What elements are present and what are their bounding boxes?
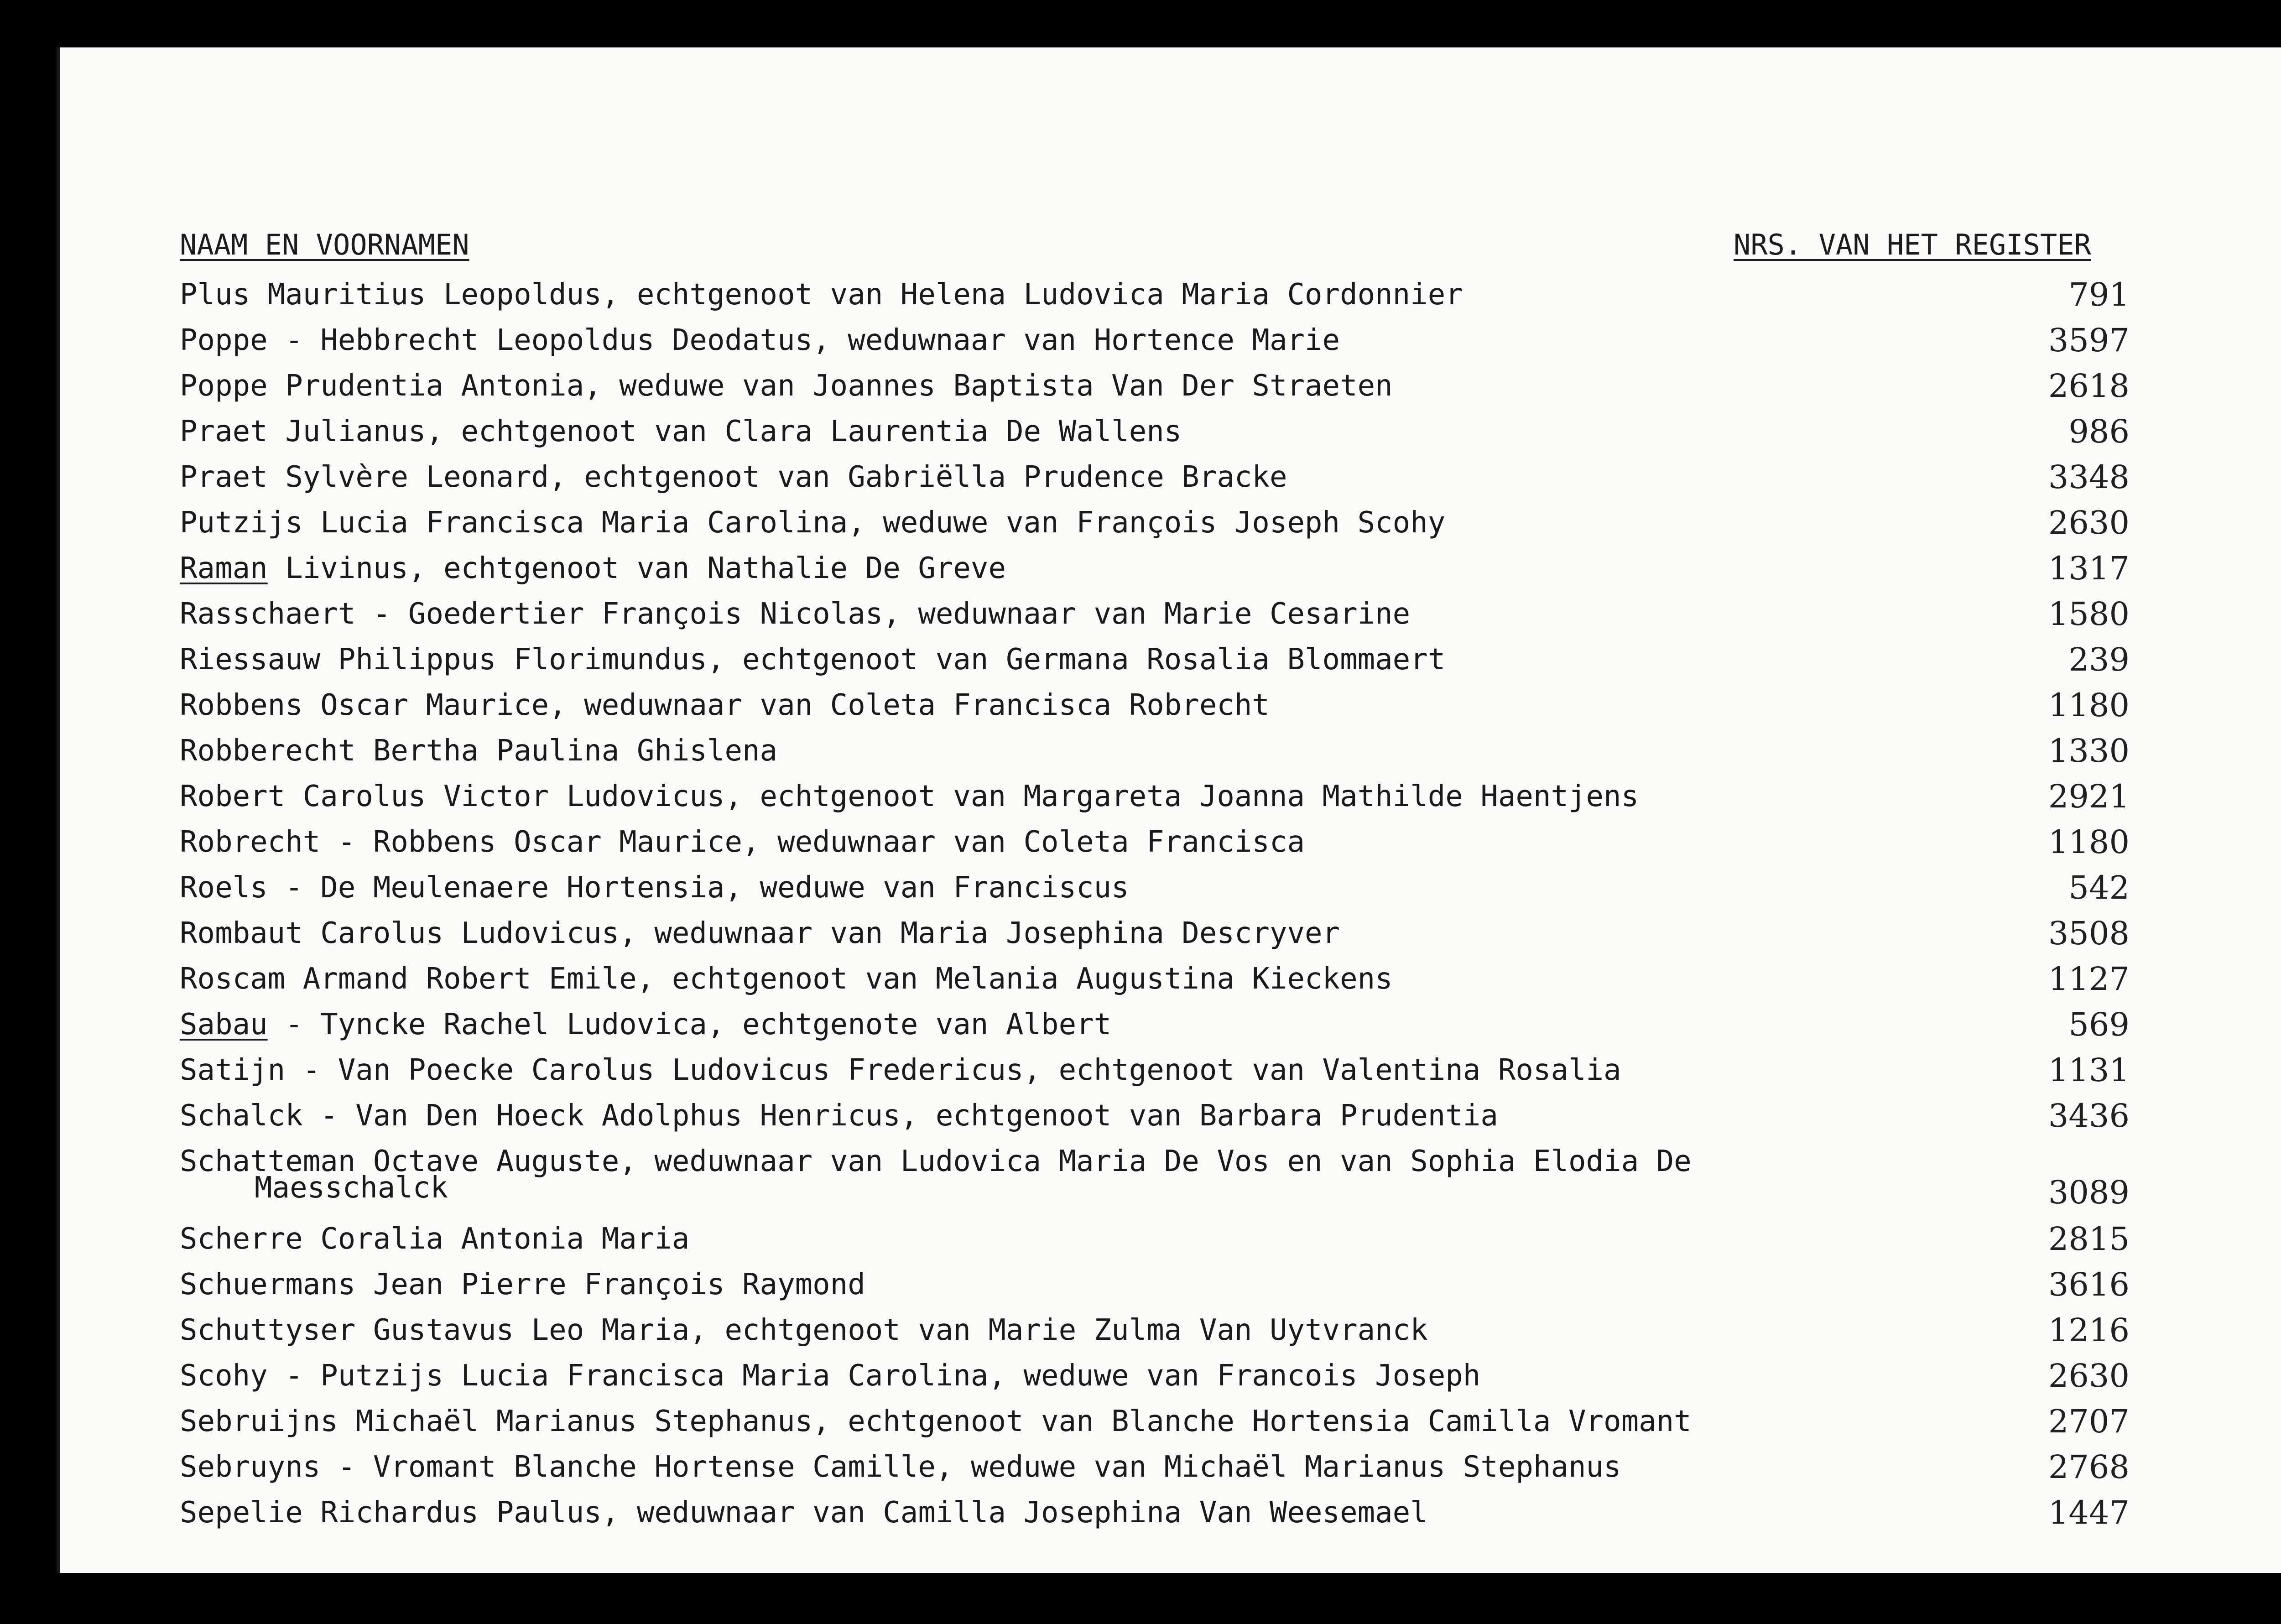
register-entry — [180, 1444, 2278, 1490]
entry-register-number: 986 — [2068, 413, 2130, 450]
entry-register-number: 1180 — [2048, 687, 2130, 724]
register-entry — [180, 911, 2278, 956]
register-list — [180, 272, 2278, 1536]
entry-name: Schatteman Octave Auguste, weduwnaar van Ludovica Maria De Vos en van Sophia Elodia De — [180, 1145, 1692, 1178]
register-entry — [180, 1139, 2278, 1216]
entry-register-number: 1447 — [2048, 1494, 2130, 1531]
entry-register-number: 2630 — [2048, 504, 2130, 541]
register-entry — [180, 409, 2278, 454]
entry-register-number: 3089 — [2048, 1174, 2130, 1211]
entry-name: Roels - De Meulenaere Hortensia, weduwe van Franciscus — [180, 871, 1129, 905]
entry-register-number: 1317 — [2048, 550, 2130, 587]
entry-name: Schuttyser Gustavus Leo Maria, echtgenoot van Marie Zulma Van Uytvranck — [180, 1313, 1428, 1347]
register-entry — [180, 774, 2278, 819]
register-entry — [180, 728, 2278, 774]
entry-register-number: 1127 — [2048, 960, 2130, 998]
page-edge — [57, 47, 60, 1573]
register-entry — [180, 1216, 2278, 1262]
register-entry — [180, 454, 2278, 500]
entry-register-number: 569 — [2068, 1006, 2130, 1043]
entry-name: Poppe - Hebbrecht Leopoldus Deodatus, weduwnaar van Hortence Marie — [180, 323, 1340, 357]
entry-register-number: 791 — [2068, 276, 2130, 313]
entry-register-number: 3508 — [2048, 915, 2130, 952]
register-entry — [180, 1307, 2278, 1353]
entry-name: Poppe Prudentia Antonia, weduwe van Joannes Baptista Van Der Straeten — [180, 369, 1393, 403]
entry-name: Scohy - Putzijs Lucia Francisca Maria Carolina, weduwe van Francois Joseph — [180, 1359, 1481, 1393]
entry-register-number: 1330 — [2048, 732, 2130, 770]
entry-register-number: 2707 — [2048, 1403, 2130, 1440]
entry-name: Robrecht - Robbens Oscar Maurice, weduwnaar van Coleta Francisca — [180, 825, 1305, 859]
register-entry — [180, 1002, 2278, 1047]
entry-name: Riessauw Philippus Florimundus, echtgenoot van Germana Rosalia Blommaert — [180, 643, 1446, 677]
entry-name: Schalck - Van Den Hoeck Adolphus Henricus, echtgenoot van Barbara Prudentia — [180, 1099, 1498, 1133]
entry-name-continuation: Maesschalck — [255, 1171, 448, 1205]
entry-name: Robbens Oscar Maurice, weduwnaar van Coleta Francisca Robrecht — [180, 688, 1270, 722]
entry-name-rest: - Tyncke Rachel Ludovica, echtgenote van Albert — [267, 1008, 1112, 1041]
entry-name: Schuermans Jean Pierre François Raymond — [180, 1268, 865, 1301]
entry-name: Sebruijns Michaël Marianus Stephanus, echtgenoot van Blanche Hortensia Camilla Vromant — [180, 1405, 1692, 1438]
entry-register-number: 3597 — [2048, 322, 2130, 359]
entry-name-rest: Livinus, echtgenoot van Nathalie De Greve — [267, 552, 1006, 585]
entry-name: Rasschaert - Goedertier François Nicolas, weduwnaar van Marie Cesarine — [180, 597, 1411, 631]
register-entry — [180, 956, 2278, 1002]
entry-register-number: 2618 — [2048, 367, 2130, 405]
entry-name: Putzijs Lucia Francisca Maria Carolina, weduwe van François Joseph Scohy — [180, 506, 1446, 540]
entry-name: Roscam Armand Robert Emile, echtgenoot van Melania Augustina Kieckens — [180, 962, 1393, 996]
entry-register-number: 542 — [2068, 869, 2130, 906]
register-entry — [180, 1353, 2278, 1399]
register-entry — [180, 682, 2278, 728]
entry-name: Scherre Coralia Antonia Maria — [180, 1222, 690, 1256]
entry-name: Praet Julianus, echtgenoot van Clara Laurentia De Wallens — [180, 415, 1182, 448]
entry-register-number: 1580 — [2048, 595, 2130, 633]
register-entry — [180, 500, 2278, 546]
document-page — [57, 47, 2281, 1573]
entry-name: Praet Sylvère Leonard, echtgenoot van Gabriëlla Prudence Bracke — [180, 460, 1287, 494]
register-entry — [180, 272, 2278, 318]
register-entry — [180, 819, 2278, 865]
entry-register-number: 1131 — [2048, 1051, 2130, 1089]
register-entry — [180, 1047, 2278, 1093]
entry-name: Robert Carolus Victor Ludovicus, echtgenoot van Margareta Joanna Mathilde Haentjens — [180, 780, 1639, 813]
register-entry — [180, 1093, 2278, 1139]
entry-surname-underlined: Sabau — [180, 1008, 268, 1041]
entry-register-number: 2768 — [2048, 1448, 2130, 1486]
register-entry — [180, 318, 2278, 363]
entry-name: Rombaut Carolus Ludovicus, weduwnaar van Maria Josephina Descryver — [180, 916, 1340, 950]
entry-register-number: 3436 — [2048, 1097, 2130, 1135]
register-entry — [180, 363, 2278, 409]
entry-name: Sebruyns - Vromant Blanche Hortense Camille, weduwe van Michaël Marianus Stephanus — [180, 1450, 1621, 1484]
entry-surname-underlined: Raman — [180, 552, 268, 585]
register-entry — [180, 1490, 2278, 1536]
register-entry — [180, 1399, 2278, 1444]
entry-name: Satijn - Van Poecke Carolus Ludovicus Fredericus, echtgenoot van Valentina Rosalia — [180, 1053, 1621, 1087]
register-entry — [180, 865, 2278, 911]
entry-register-number: 3348 — [2048, 458, 2130, 496]
entry-register-number: 239 — [2068, 641, 2130, 678]
register-entry — [180, 1262, 2278, 1307]
entry-name — [180, 546, 1006, 591]
entry-name: Plus Mauritius Leopoldus, echtgenoot van Helena Ludovica Maria Cordonnier — [180, 278, 1463, 312]
register-entry — [180, 546, 2278, 591]
entry-register-number: 1180 — [2048, 823, 2130, 861]
entry-name — [180, 1002, 1111, 1047]
register-entry — [180, 637, 2278, 682]
entry-register-number: 1216 — [2048, 1312, 2130, 1349]
entry-register-number: 2921 — [2048, 778, 2130, 815]
entry-name: Robberecht Bertha Paulina Ghislena — [180, 734, 778, 768]
entry-register-number: 3616 — [2048, 1266, 2130, 1303]
column-header-name: NAAM EN VOORNAMEN — [180, 228, 469, 261]
entry-register-number: 2815 — [2048, 1220, 2130, 1258]
entry-register-number: 2630 — [2048, 1357, 2130, 1395]
entry-name: Sepelie Richardus Paulus, weduwnaar van Camilla Josephina Van Weesemael — [180, 1496, 1428, 1530]
register-entry — [180, 591, 2278, 637]
column-header-register-number: NRS. VAN HET REGISTER — [1734, 228, 2091, 261]
